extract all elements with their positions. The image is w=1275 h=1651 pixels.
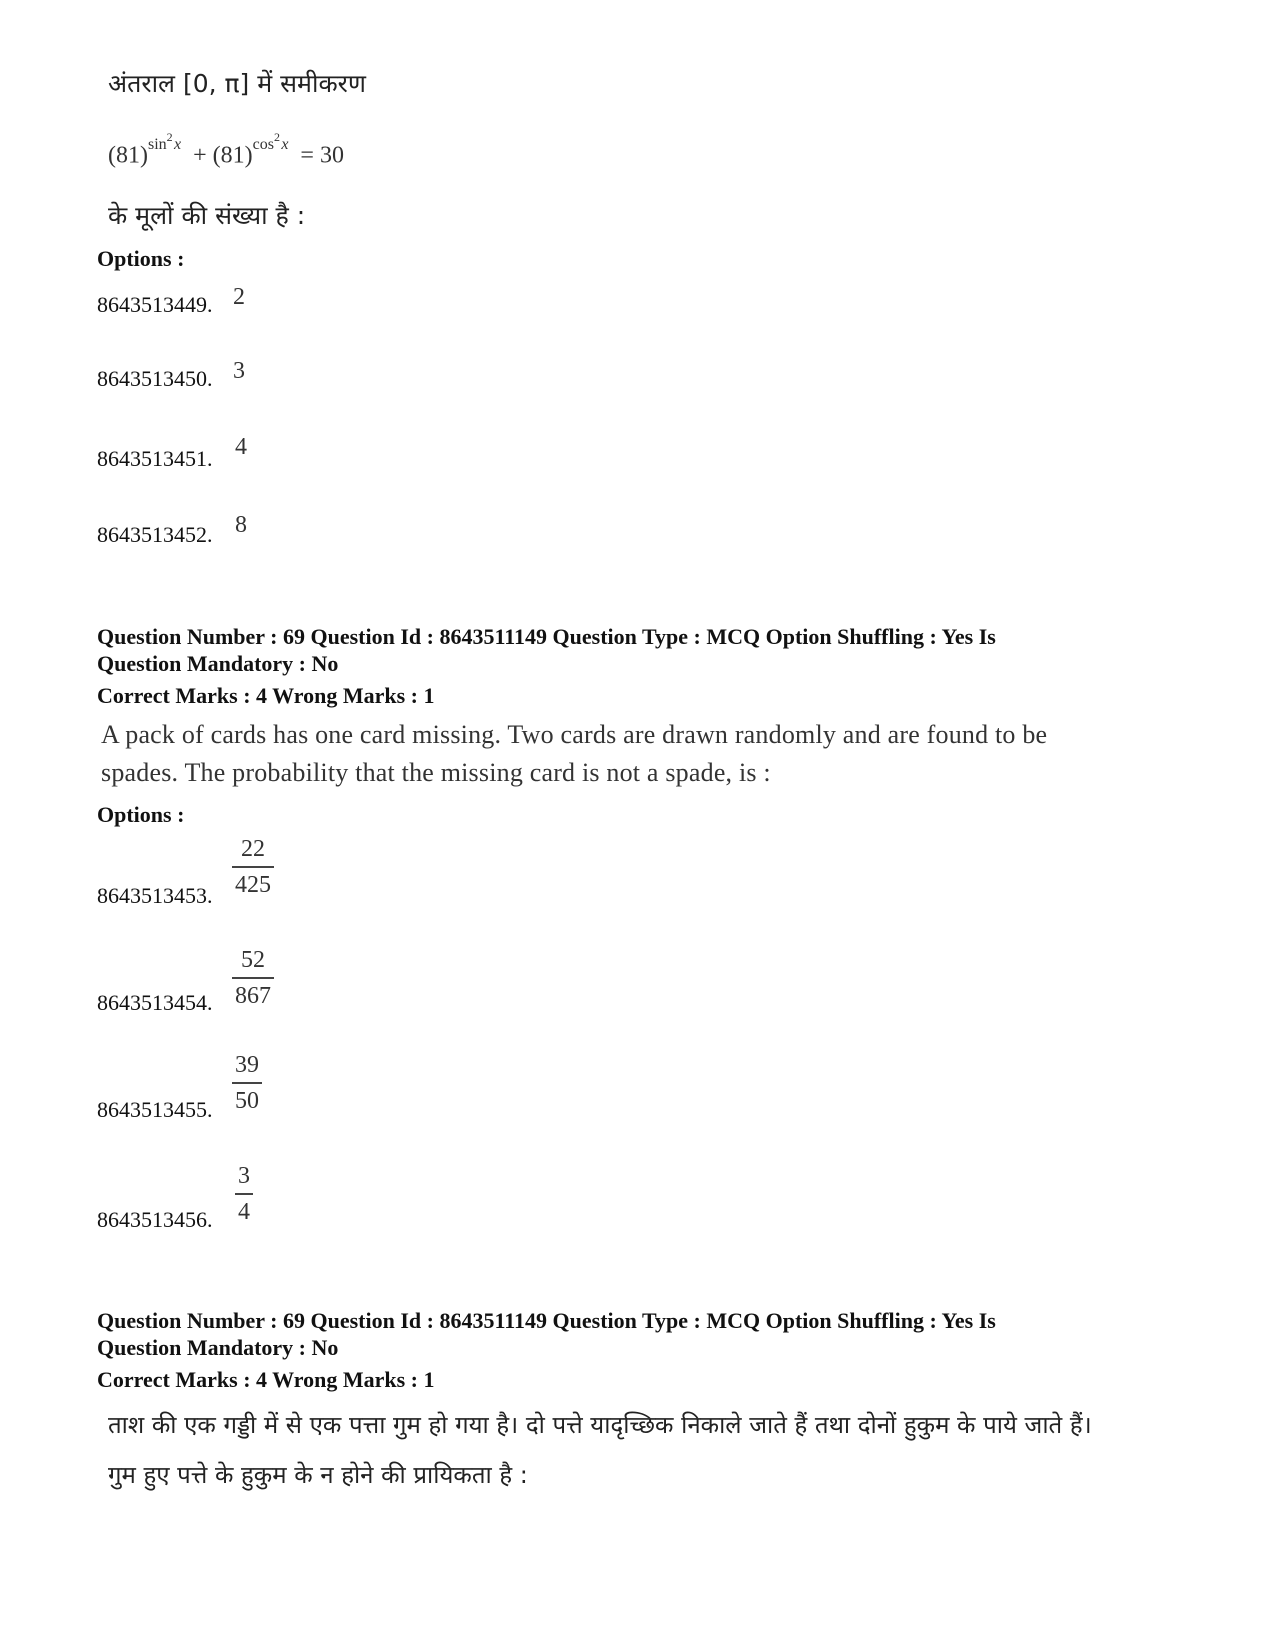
fraction-numerator: 39: [235, 1052, 259, 1078]
option-id: 8643513449.: [97, 292, 213, 317]
equation-exp1-fn: sin: [147, 136, 167, 154]
option-id: 8643513452.: [97, 522, 213, 547]
equation-exp2-pow: 2: [273, 130, 280, 144]
equation-base2: (81): [212, 142, 253, 169]
option-4[interactable]: [97, 1207, 213, 1233]
question-meta-line2: Question Mandatory : No: [97, 651, 339, 676]
option-id: 8643513456.: [97, 1207, 213, 1232]
option-3[interactable]: [97, 1097, 213, 1123]
fraction-numerator: 22: [241, 836, 265, 862]
equation-exp2-fn: cos: [252, 136, 274, 154]
fraction-bar: [232, 1082, 262, 1084]
fraction-bar: [232, 866, 274, 868]
prev-option-3-value: 4: [235, 434, 247, 460]
option-2-fraction: [232, 945, 274, 1011]
option-id: 8643513454.: [97, 990, 213, 1015]
fraction-denominator: 4: [238, 1198, 250, 1225]
prev-question-stem-line2: के मूलों की संख्या है :: [108, 201, 306, 230]
fraction-bar: [235, 1193, 253, 1195]
prev-option-1-value: 2: [233, 284, 245, 310]
option-id: 8643513451.: [97, 446, 213, 471]
option-1-fraction: [232, 834, 274, 900]
hindi-question-marks: Correct Marks : 4 Wrong Marks : 1: [97, 1367, 435, 1392]
prev-options-label: Options :: [97, 246, 185, 271]
fraction-numerator: 3: [238, 1163, 250, 1189]
question-stem-line1: A pack of cards has one card missing. Two cards are drawn randomly and are found to be: [101, 720, 1048, 749]
option-4-fraction: [235, 1161, 253, 1227]
question-meta-line1: Question Number : 69 Question Id : 8643511149 Question Type : MCQ Option Shuffling : Yes Is: [97, 624, 996, 649]
prev-option-4-value: 8: [235, 512, 247, 538]
prev-option-2[interactable]: [97, 366, 213, 392]
question-stem-line2: spades. The probability that the missing card is not a spade, is :: [101, 758, 771, 787]
fraction-denominator: 867: [235, 982, 271, 1009]
prev-question-stem-line1: अंतराल [0, π] में समीकरण: [108, 69, 366, 98]
option-1[interactable]: [97, 883, 213, 909]
equation-exp1-pow: 2: [166, 130, 173, 144]
options-label: Options :: [97, 802, 185, 827]
equation-plus: +: [193, 142, 207, 169]
hindi-question-meta-line1: Question Number : 69 Question Id : 8643511149 Question Type : MCQ Option Shuffling : Yes Is: [97, 1308, 996, 1333]
option-id: 8643513453.: [97, 883, 213, 908]
prev-option-1[interactable]: [97, 292, 213, 318]
fraction-bar: [232, 977, 274, 979]
equation-base1: (81): [108, 142, 148, 169]
prev-question-equation: [108, 130, 344, 169]
option-3-fraction: [232, 1050, 262, 1116]
equation-exp1-var: x: [174, 136, 182, 154]
fraction-denominator: 50: [235, 1087, 259, 1114]
hindi-question-stem-line1: ताश की एक गड्डी में से एक पत्ता गुम हो गया है। दो पत्ते यादृच्छिक निकाले जाते हैं तथा दोनों हुकुम के पाये जाते हैं।: [108, 1411, 1092, 1439]
prev-option-4[interactable]: [97, 522, 213, 548]
prev-option-2-value: 3: [233, 358, 245, 384]
hindi-question-stem-line2: गुम हुए पत्ते के हुकुम के न होने की प्रायिकता है :: [108, 1461, 528, 1489]
option-id: 8643513455.: [97, 1097, 213, 1122]
prev-option-3[interactable]: [97, 446, 213, 472]
option-2[interactable]: [97, 990, 213, 1016]
fraction-numerator: 52: [241, 947, 265, 973]
question-marks: Correct Marks : 4 Wrong Marks : 1: [97, 683, 435, 708]
fraction-denominator: 425: [235, 871, 271, 898]
equation-rhs: = 30: [300, 142, 344, 169]
hindi-question-meta-line2: Question Mandatory : No: [97, 1335, 339, 1360]
equation-exp2-var: x: [281, 136, 289, 154]
option-id: 8643513450.: [97, 366, 213, 391]
